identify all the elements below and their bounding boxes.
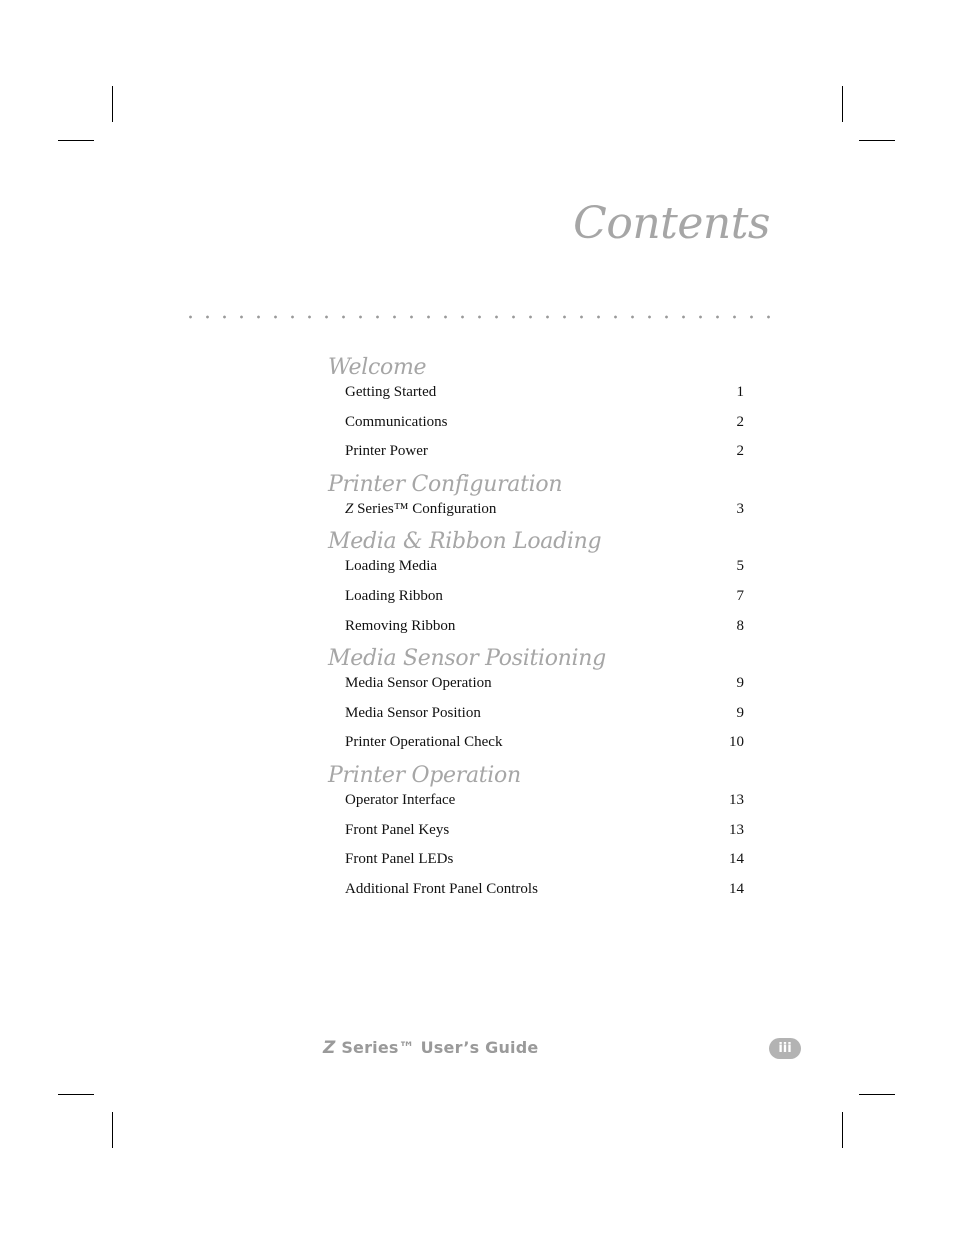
footer-guide-title <box>323 1038 538 1058</box>
crop-mark-bottom-right-horizontal <box>859 1094 895 1095</box>
toc-entry-page-number: 14 <box>729 851 744 868</box>
crop-mark-top-right-horizontal <box>859 140 895 141</box>
toc-entry-label-text: Series™ Configuration <box>357 500 497 517</box>
toc-entry[interactable] <box>328 412 744 442</box>
toc-entry-page-number: 9 <box>736 704 744 721</box>
toc-entry-label <box>345 673 492 693</box>
toc-entry-label-text: Media Sensor Position <box>345 704 481 721</box>
toc-entry[interactable] <box>328 732 744 762</box>
toc-entry-label <box>345 382 436 402</box>
toc-entry-page-number: 13 <box>729 791 744 808</box>
toc-entry[interactable] <box>328 556 744 586</box>
toc-entry-label-text: Additional Front Panel Controls <box>345 880 538 897</box>
toc-entry-page-number: 9 <box>736 675 744 692</box>
page-number-badge: iii <box>769 1038 801 1059</box>
toc-entry[interactable] <box>328 849 744 879</box>
page-title: Contents <box>573 198 770 249</box>
toc-entry-label <box>345 586 443 606</box>
crop-mark-bottom-left-vertical <box>112 1112 113 1148</box>
toc-section-heading: Welcome <box>328 355 427 380</box>
toc-entry-label <box>345 499 496 519</box>
crop-mark-top-left-vertical <box>112 86 113 122</box>
table-of-contents <box>328 354 744 908</box>
toc-entry[interactable] <box>328 879 744 909</box>
toc-entry-label-text: Operator Interface <box>345 791 456 808</box>
toc-entry-label <box>345 820 449 840</box>
toc-entry[interactable] <box>328 499 744 529</box>
toc-entry-label <box>345 790 455 810</box>
toc-entry-page-number: 5 <box>736 558 744 575</box>
toc-entry-label-text: Getting Started <box>345 384 437 400</box>
toc-entry-label-text: Communications <box>345 413 448 430</box>
toc-entry[interactable] <box>328 586 744 616</box>
toc-section-heading: Media Sensor Positioning <box>328 646 606 672</box>
toc-entry-label <box>345 849 453 869</box>
toc-section-heading: Printer Configuration <box>328 471 563 497</box>
toc-entry-page-number: 3 <box>736 500 744 517</box>
footer-title-text: Series™ User’s Guide <box>341 1038 539 1057</box>
footer-title-prefix: Z <box>323 1038 336 1058</box>
toc-entry-label-text: Printer Power <box>345 443 428 460</box>
toc-entry-label <box>345 879 538 899</box>
toc-entry-page-number: 8 <box>736 617 744 634</box>
crop-mark-bottom-right-vertical <box>842 1112 843 1148</box>
toc-entry-label <box>345 703 481 723</box>
toc-entry-page-number: 13 <box>729 821 744 838</box>
toc-entry[interactable] <box>328 703 744 733</box>
toc-section-heading: Media & Ribbon Loading <box>328 529 602 555</box>
toc-entry-label-prefix: Z <box>345 500 354 517</box>
toc-entry-label-text: Front Panel Keys <box>345 821 450 838</box>
toc-entry[interactable] <box>328 673 744 703</box>
toc-entry-label <box>345 616 455 636</box>
toc-entry-label-text: Front Panel LEDs <box>345 851 454 868</box>
crop-mark-top-left-horizontal <box>58 140 94 141</box>
toc-entry-page-number: 2 <box>736 443 744 460</box>
crop-mark-top-right-vertical <box>842 86 843 122</box>
toc-entry-label-text: Loading Media <box>345 558 438 575</box>
toc-entry-label <box>345 556 437 576</box>
toc-entry-page-number: 2 <box>736 413 744 430</box>
toc-entry-label-text: Loading Ribbon <box>345 587 443 604</box>
crop-mark-bottom-left-horizontal <box>58 1094 94 1095</box>
toc-entry[interactable] <box>328 820 744 850</box>
toc-entry-page-number: 10 <box>729 734 744 751</box>
toc-entry-label <box>345 412 448 432</box>
toc-entry-label <box>345 732 502 752</box>
toc-entry[interactable] <box>328 790 744 820</box>
toc-entry-label <box>345 441 428 461</box>
toc-section-heading: Printer Operation <box>328 762 521 788</box>
toc-entry-label-text: Removing Ribbon <box>345 617 456 634</box>
toc-entry-label-text: Printer Operational Check <box>345 734 503 751</box>
dotted-divider <box>182 315 776 319</box>
toc-entry[interactable] <box>328 616 744 646</box>
toc-entry-page-number: 1 <box>736 384 744 400</box>
toc-entry-page-number: 7 <box>736 587 744 604</box>
toc-entry[interactable] <box>328 441 744 471</box>
toc-entry-page-number: 14 <box>729 880 744 897</box>
toc-entry-label-text: Media Sensor Operation <box>345 675 492 692</box>
toc-entry[interactable] <box>328 382 744 412</box>
